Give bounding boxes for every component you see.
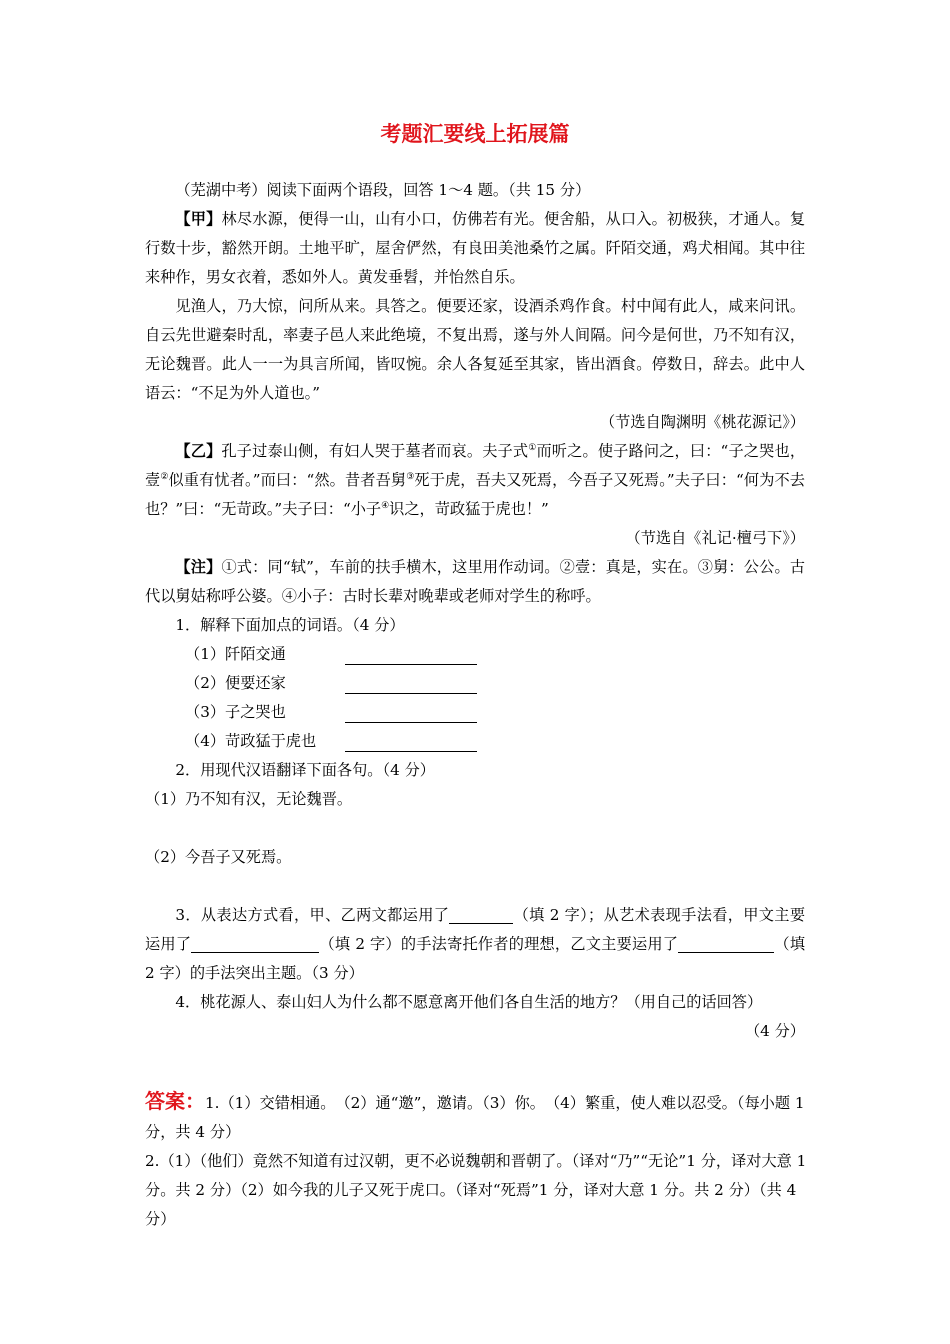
note-tag: 【注】 (175, 558, 222, 576)
jia-source: （节选自陶渊明《桃花源记》） (599, 413, 805, 431)
passage-block (145, 176, 805, 1046)
intro-line: （芜湖中考）阅读下面两个语段，回答 1～4 题。（共 15 分） (175, 181, 591, 199)
answer-blank[interactable] (345, 737, 477, 752)
page-title: 考题汇要线上拓展篇 (380, 122, 570, 146)
note-paragraph (145, 553, 805, 611)
footnote-marker-1: ① (528, 442, 537, 453)
yi-text-c: 似重有忧者。”而曰：“然。昔者吾舅 (168, 471, 407, 489)
dotted-word: 要 (240, 674, 256, 692)
q3-blank-1[interactable] (449, 909, 513, 924)
q1-stem: 1．解释下面加点的词语。（4 分） (175, 616, 405, 634)
q1-item-1: （1）阡陌交通 (145, 640, 805, 669)
q3-blank-2[interactable] (191, 938, 319, 953)
answer-blank[interactable] (345, 650, 477, 665)
q2-sentence-2: （2）今吾子又死焉。 (145, 848, 292, 866)
answer-blank[interactable] (345, 708, 477, 723)
footnote-marker-3: ③ (406, 471, 415, 482)
answer-blank[interactable] (345, 679, 477, 694)
answer-section (145, 1087, 810, 1234)
passage-jia-para2: 见渔人，乃大惊，问所从来。具答之。便要还家，设酒杀鸡作食。村中闻有此人，咸来问讯。自云先世避秦时乱，率妻子邑人来此绝境，不复出焉，遂与外人间隔。问今是何世，乃不知有汉，无论魏晋。此人一一为具言所闻，皆叹惋。余人各复延至其家，皆出酒食。停数日，辞去。此中人语云：“不足为外人道也。” (145, 297, 805, 402)
yi-tag: 【乙】 (175, 442, 222, 460)
yi-text-b: 而听之。使子路问之，曰：“子之哭也，壹 (145, 442, 806, 489)
dotted-word: 交 (255, 645, 271, 663)
answer-1: 答案：1.（1）交错相通。 （2）通“邀”，邀请。（3）你。 （4）繁重，使人难以忍受。（每小题 1 分，共 4 分） (145, 1089, 805, 1141)
yi-text-e: 识之，苛政猛于虎也！” (389, 500, 549, 518)
passage-yi (145, 437, 805, 524)
footnote-marker-2: ② (160, 471, 169, 482)
dotted-word: 子 (225, 703, 241, 721)
answer-label: 答案： (145, 1089, 205, 1113)
passage-jia-para1 (145, 205, 805, 292)
q1-item-4: （4）苛政猛于虎也 (145, 727, 805, 756)
footnote-marker-4: ④ (381, 500, 390, 511)
q4-score: （4 分） (744, 1022, 805, 1040)
q1-item-3: （3）子之哭也 (145, 698, 805, 727)
yi-source: （节选自《礼记·檀弓下》） (625, 529, 805, 547)
q3-blank-3[interactable] (678, 938, 774, 953)
jia-tag: 【甲】 (175, 210, 222, 228)
q3-question: 3．从表达方式看，甲、乙两文都运用了 （填 2 字）；从艺术表现手法看，甲文主要运用了 （填 2 字）的手法寄托作者的理想，乙文主要运用了 （填 2 字）的手法突出主题。（3 分） (145, 906, 806, 982)
yi-text-d: 死于虎，吾夫又死焉，今吾子又死焉。”夫子曰：“何为不去也？”曰：“无苛政。”夫子曰：“小子 (145, 471, 805, 518)
q2-sentence-1: （1）乃不知有汉，无论魏晋。 (145, 790, 353, 808)
yi-text-a: 孔子过泰山侧，有妇人哭于墓者而哀。夫子式 (221, 442, 529, 460)
q1-item-2: （2）便要还家 (145, 669, 805, 698)
q2-stem: 2．用现代汉语翻译下面各句。（4 分） (175, 761, 435, 779)
q4-stem: 4．桃花源人、泰山妇人为什么都不愿意离开他们各自生活的地方？（用自己的话回答） (175, 993, 763, 1011)
note-text: ①式：同“轼”，车前的扶手横木，这里用作动词。②壹：真是，实在。③舅：公公。古代以舅姑称呼公婆。④小子：古时长辈对晚辈或老师对学生的称呼。 (145, 558, 806, 605)
jia-para1-text: 林尽水源，便得一山，山有小口，仿佛若有光。便舍船，从口入。初极狭，才通人。复行数十步，豁然开朗。土地平旷，屋舍俨然，有良田美池桑竹之属。阡陌交通，鸡犬相闻。其中往来种作，男女衣着，悉如外人。黄发垂髫，并怡然自乐。 (145, 210, 806, 286)
dotted-word: 猛 (255, 732, 271, 750)
answer-2: 2.（1）（他们）竟然不知道有过汉朝，更不必说魏朝和晋朝了。（译对“乃”“无论”1 分，译对大意 1 分。共 2 分）（2）如今我的儿子又死于虎口。（译对“死焉”1 分，译对大意 1 分。共 2 分）（共 4 分） (145, 1152, 807, 1228)
